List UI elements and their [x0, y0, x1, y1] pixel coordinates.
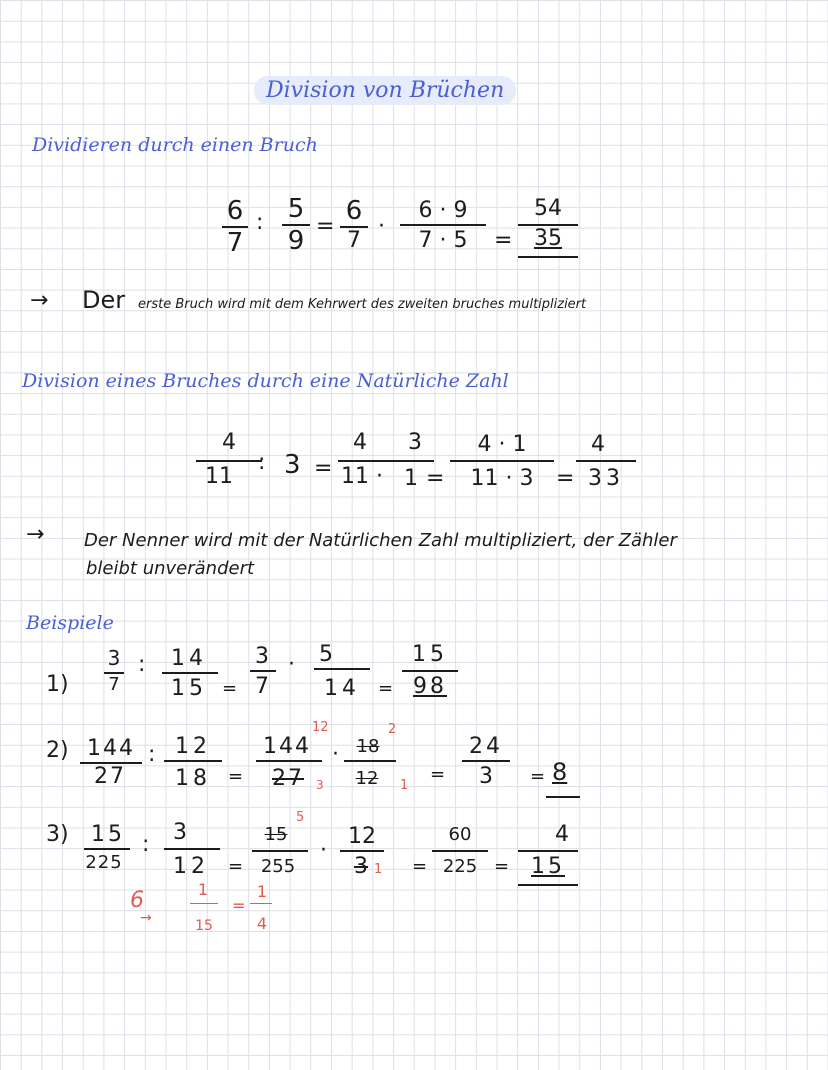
ex3-f2-den: 12	[173, 854, 209, 879]
s1-f1-num: 6	[226, 196, 244, 226]
ex2-f3-num: 144	[263, 734, 311, 759]
s2-f2-den: 11 ·	[341, 464, 383, 489]
ex3-eq3: =	[494, 856, 510, 877]
ex3-f3-den: 255	[260, 856, 296, 877]
ex3-f4-den: 3	[354, 854, 368, 879]
s2-f1-den: 11	[205, 464, 233, 489]
ex2-f3-den: 27	[272, 766, 304, 791]
ex2-eq1: =	[228, 766, 244, 787]
ex1-eq1: =	[222, 678, 238, 699]
ex3-op1: :	[142, 832, 150, 857]
s1-f4-den: 7 · 5	[418, 228, 468, 253]
ex2-result: 8	[552, 758, 568, 786]
ex2-f1-num: 144	[87, 736, 135, 761]
ex2-red-12: 12	[312, 720, 329, 735]
s2-f4-den: 11 · 3	[470, 466, 534, 491]
ex2-op1: :	[148, 742, 156, 767]
ex2-f5-den: 3	[479, 764, 493, 789]
ex1-op1: :	[138, 652, 146, 677]
s2-result-den: 33	[588, 466, 624, 491]
s1-eq2: =	[494, 228, 513, 253]
ex3-f2-num: 3	[173, 820, 187, 845]
examples-heading: Beispiele	[26, 612, 114, 634]
ex3-side-fa-num: 1	[197, 880, 209, 899]
ex3-side-mark: 6	[130, 888, 144, 913]
ex2-label: 2)	[46, 738, 69, 763]
ex1-result-den: 98	[413, 674, 447, 699]
s2-eq3: =	[556, 466, 575, 491]
ex3-f5-num: 60	[448, 824, 472, 845]
s2-f2-num: 4	[353, 430, 367, 455]
s1-rule: erste Bruch wird mit dem Kehrwert des zweiten bruches multipliziert	[138, 297, 587, 312]
ex3-f1-num: 15	[91, 822, 125, 847]
ex1-f3-num: 3	[255, 644, 269, 669]
s2-n: 3	[284, 450, 301, 480]
ex2-eq2: =	[430, 764, 446, 785]
s1-result-den: 35	[534, 226, 562, 251]
ex2-f1-den: 27	[94, 764, 126, 789]
ex3-f4-num: 12	[348, 824, 376, 849]
ex3-red-1: 1	[374, 862, 383, 877]
s2-eq1: =	[314, 456, 333, 481]
ex3-side-fa-den: 15	[195, 918, 213, 934]
ex2-op2: ·	[332, 742, 339, 767]
ex1-f4-num: 5	[319, 642, 333, 667]
section2-heading: Division eines Bruches durch eine Natürliche Zahl	[22, 370, 509, 392]
s2-f3-den: 1	[404, 466, 418, 491]
s2-rule-line1: Der Nenner wird mit der Natürlichen Zahl multipliziert, der Zähler	[84, 530, 677, 551]
s1-f2-den: 9	[287, 226, 305, 256]
ex1-f2-den: 15	[171, 676, 207, 701]
ex1-f1-den: 7	[108, 674, 120, 695]
ex3-f3-num: 15	[264, 824, 288, 845]
s1-result-num: 54	[534, 196, 562, 221]
s1-eq1: =	[316, 214, 335, 239]
s2-rule-line2: bleibt unverändert	[86, 558, 255, 579]
ex1-label: 1)	[46, 672, 69, 697]
s1-f4-num: 6 · 9	[418, 198, 468, 223]
ex1-result-num: 15	[412, 642, 448, 667]
ex2-f5-num: 24	[469, 734, 503, 759]
ex3-label: 3)	[46, 822, 69, 847]
ex1-f2-num: 14	[171, 646, 207, 671]
s1-f3-den: 7	[347, 228, 361, 253]
ex3-eq2: =	[412, 856, 428, 877]
ex1-f4-den: 14	[324, 676, 360, 701]
ex2-f2-den: 18	[175, 766, 211, 791]
ex1-eq2: =	[378, 678, 394, 699]
s1-f2-num: 5	[287, 194, 305, 224]
ex2-eq3: =	[530, 766, 546, 787]
ex3-f5-den: 225	[442, 856, 478, 877]
ex3-result-num: 4	[555, 822, 569, 847]
ex2-red-3: 3	[316, 778, 324, 792]
s1-rule-lead: Der	[82, 286, 126, 314]
ex2-f4-den: 12	[355, 768, 379, 789]
ex3-side-fb-den: 4	[256, 914, 268, 933]
s2-arrow: →	[26, 522, 45, 547]
s1-f3-num: 6	[345, 196, 363, 226]
s1-op1: :	[256, 210, 264, 235]
ex3-f1-den: 225	[85, 852, 123, 873]
ex2-red-2: 2	[388, 722, 397, 737]
ex1-f1-num: 3	[107, 646, 121, 670]
ex2-f4-num: 18	[356, 736, 380, 757]
ex3-op2: ·	[320, 838, 327, 863]
s2-f3-num: 3	[408, 430, 422, 455]
ex1-f3-den: 7	[255, 674, 269, 699]
ex3-side-eq: =	[232, 896, 246, 915]
s1-arrow: →	[30, 288, 49, 313]
ex3-side-arrow: →	[140, 910, 152, 926]
s2-eq2: =	[426, 466, 445, 491]
ex2-red-1: 1	[400, 778, 409, 793]
ex1-op2: ·	[288, 652, 295, 677]
s2-result-num: 4	[591, 432, 605, 457]
s2-f4-num: 4 · 1	[477, 432, 527, 457]
s2-op1: :	[258, 450, 266, 475]
ex3-side-fb-num: 1	[256, 882, 268, 901]
ex2-f2-num: 12	[175, 734, 211, 759]
ex3-eq1: =	[228, 856, 244, 877]
ex3-red-5: 5	[296, 810, 305, 825]
s1-f1-den: 7	[226, 228, 244, 258]
section1-heading: Dividieren durch einen Bruch	[32, 134, 318, 156]
ex3-result-den: 15	[531, 854, 565, 879]
page-title: Division von Brüchen	[254, 76, 516, 105]
s2-f1-num: 4	[222, 430, 236, 455]
s1-op2: ·	[378, 214, 385, 239]
